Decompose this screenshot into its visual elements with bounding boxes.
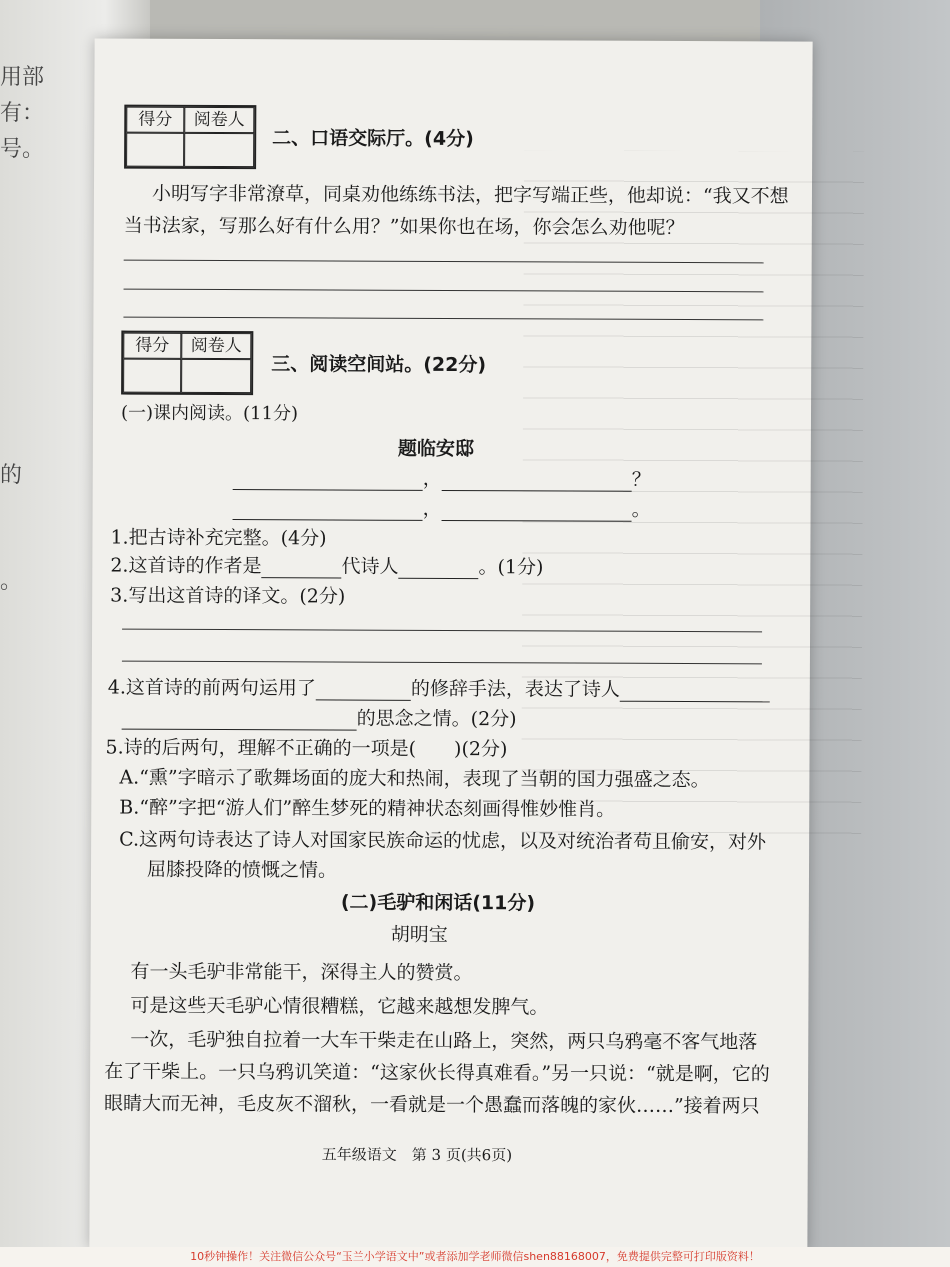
score-label: 得分: [123, 333, 181, 359]
poem-punct: ？: [631, 468, 651, 491]
section3-title: 三、阅读空间站。(22分): [271, 353, 487, 377]
score-cell: [126, 133, 184, 167]
poem-blank[interactable]: [233, 502, 423, 521]
q4-blank-object[interactable]: [122, 712, 357, 731]
question-3: 3.写出这首诗的译文。(2分): [110, 584, 346, 608]
q4-blank-feeling[interactable]: [620, 684, 770, 703]
q4-blank-rhetoric[interactable]: [316, 682, 411, 700]
poem-blank[interactable]: [442, 473, 632, 492]
left-fragment: 的: [0, 463, 23, 488]
left-fragment: 有：: [0, 101, 45, 126]
section2-prompt-line2: 当书法家，写那么好有什么用？”如果你也在场，你会怎么劝他呢？: [123, 214, 685, 240]
answer-line[interactable]: [124, 260, 764, 264]
paragraph-2: 可是这些天毛驴心情很糟糕，它越来越想发脾气。: [130, 994, 549, 1019]
paragraph-3-line1: 一次，毛驴独自拉着一大车干柴走在山路上，突然，两只乌鸦毫不客气地落: [130, 1028, 758, 1054]
left-page-fragments: [0, 60, 60, 600]
part2-title: (二)毛驴和闲话(11分): [340, 891, 536, 915]
paragraph-3-line2: 在了干柴上。一只乌鸦讥笑道：“这家伙长得真难看。”另一只说：“就是啊，它的: [104, 1060, 770, 1086]
score-box-section3: [121, 331, 253, 396]
q4-text: 的修辞手法，表达了诗人: [410, 677, 621, 701]
answer-line[interactable]: [122, 661, 762, 665]
poem-blank-line2: [233, 493, 651, 522]
paragraph-3-line3: 眼睛大而无神，毛皮灰不溜秋，一看就是一个愚蠢而落魄的家伙……”接着两只: [103, 1092, 760, 1118]
question-1: 1.把古诗补充完整。(4分): [110, 526, 327, 550]
section2-prompt-line1: 小明写字非常潦草，同桌劝他练练书法，把字写端正些，他却说：“我又不想: [151, 182, 789, 208]
answer-line[interactable]: [122, 629, 762, 633]
question-4: [108, 673, 770, 703]
answer-line[interactable]: [123, 317, 763, 321]
q2-blank-author[interactable]: [398, 561, 478, 579]
q2-text: 代诗人: [341, 555, 399, 578]
grader-label: 阅卷人: [181, 333, 251, 359]
poem-punct: 。: [631, 498, 651, 521]
poem-blank[interactable]: [233, 472, 423, 491]
left-fragment: 。: [0, 569, 23, 594]
poem-title: 题临安邸: [397, 437, 474, 461]
grader-cell: [184, 133, 254, 167]
watermark-banner: 10秒钟操作！关注微信公众号“玉兰小学语文中”或者添加学老师微信shen88168007，免费提供完整可打印版资料！: [0, 1247, 950, 1267]
option-a[interactable]: A.“熏”字暗示了歌舞场面的庞大和热闹，表现了当朝的国力强盛之态。: [119, 766, 710, 792]
question-2: [110, 551, 543, 580]
left-fragment: 用部: [0, 65, 45, 90]
part2-author: 胡明宝: [390, 923, 448, 946]
score-label: 得分: [126, 107, 184, 133]
page-footer: 五年级语文 第 3 页(共6页): [321, 1145, 513, 1165]
question-4-cont: [122, 703, 517, 732]
grader-label: 阅卷人: [184, 107, 254, 133]
q4-text: 的思念之情。(2分): [356, 707, 517, 731]
section2-title: 二、口语交际厅。(4分): [272, 127, 474, 151]
poem-blank[interactable]: [442, 503, 632, 522]
q4-text: 4.这首诗的前两句运用了: [107, 676, 316, 700]
score-box-section2: [124, 105, 256, 170]
grader-cell: [181, 359, 251, 393]
answer-line[interactable]: [124, 289, 764, 293]
part1-title: (一)课内阅读。(11分): [120, 402, 299, 425]
poem-punct: ，: [422, 467, 442, 490]
poem-blank-line1: [233, 463, 651, 492]
q2-blank-dynasty[interactable]: [261, 560, 341, 578]
poem-punct: ，: [422, 497, 442, 520]
option-c[interactable]: C.这两句诗表达了诗人对国家民族命运的忧虑，以及对统治者苟且偷安，对外: [119, 828, 767, 854]
q2-text: 。(1分): [478, 556, 544, 579]
paragraph-1: 有一头毛驴非常能干，深得主人的赞赏。: [130, 960, 473, 985]
left-fragment: 号。: [0, 137, 45, 162]
q2-text: 2.这首诗的作者是: [110, 554, 262, 578]
option-b[interactable]: B.“醉”字把“游人们”醉生梦死的精神状态刻画得惟妙惟肖。: [119, 796, 616, 821]
option-c-cont: 屈膝投降的愤慨之情。: [146, 858, 338, 882]
question-5: 5.诗的后两句，理解不正确的一项是( )(2分): [105, 736, 508, 761]
exam-paper: [89, 38, 812, 1251]
score-cell: [123, 359, 181, 393]
